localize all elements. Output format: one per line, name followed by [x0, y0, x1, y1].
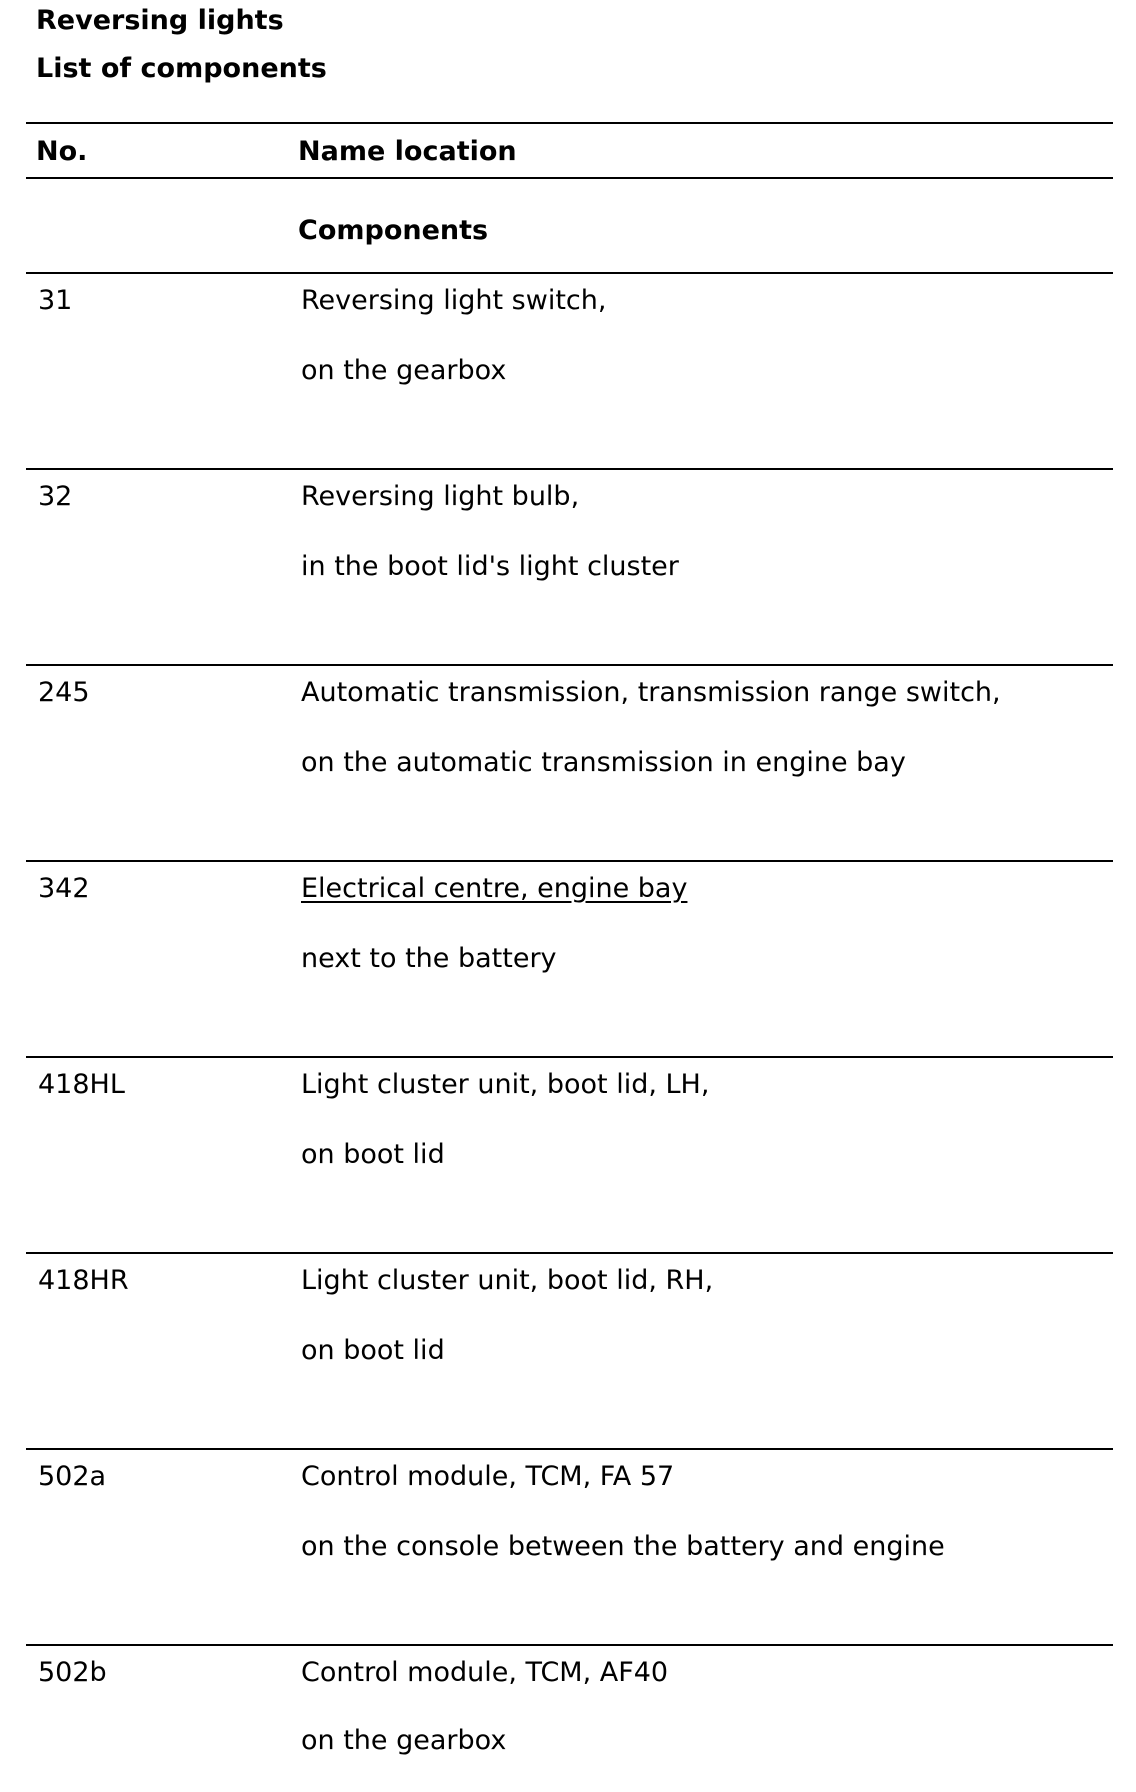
table-row: [26, 1448, 1113, 1644]
section-label-components: Components: [298, 215, 489, 246]
document-title: Reversing lights: [36, 5, 284, 36]
table-row: [26, 664, 1113, 860]
component-location: on the console between the battery and engine: [301, 1531, 945, 1562]
table-row: [26, 272, 1113, 468]
component-number: 32: [38, 481, 73, 512]
row-divider: [26, 664, 1113, 666]
component-name: Control module, TCM, FA 57: [301, 1461, 675, 1492]
row-divider: [26, 860, 1113, 862]
row-divider: [26, 468, 1113, 470]
table-row: [26, 1252, 1113, 1448]
document-subtitle: List of components: [36, 53, 327, 84]
component-number: 502b: [38, 1657, 107, 1688]
header-name-location: Name location: [298, 136, 517, 167]
component-name: Automatic transmission, transmission range switch,: [301, 677, 1001, 708]
component-name: Control module, TCM, AF40: [301, 1657, 669, 1688]
component-location: next to the battery: [301, 943, 557, 974]
header-bottom-rule: [26, 177, 1113, 179]
component-location: on boot lid: [301, 1335, 445, 1366]
table-top-rule: [26, 122, 1113, 124]
component-location: in the boot lid's light cluster: [301, 551, 679, 582]
component-name: Light cluster unit, boot lid, RH,: [301, 1265, 714, 1296]
component-number: 342: [38, 873, 90, 904]
component-name: Reversing light bulb,: [301, 481, 580, 512]
component-location: on the gearbox: [301, 355, 507, 386]
component-number: 418HR: [38, 1265, 129, 1296]
component-location: on the automatic transmission in engine bay: [301, 747, 906, 778]
header-no: No.: [36, 136, 88, 167]
row-divider: [26, 1644, 1113, 1646]
component-number: 502a: [38, 1461, 107, 1492]
row-divider: [26, 1056, 1113, 1058]
row-divider: [26, 1252, 1113, 1254]
component-name: Light cluster unit, boot lid, LH,: [301, 1069, 710, 1100]
component-location: on boot lid: [301, 1139, 445, 1170]
table-row: [26, 1644, 1113, 1792]
component-location: on the gearbox: [301, 1725, 507, 1756]
component-name: Reversing light switch,: [301, 285, 607, 316]
component-number: 31: [38, 285, 73, 316]
component-number: 245: [38, 677, 90, 708]
row-divider: [26, 272, 1113, 274]
table-row: [26, 468, 1113, 664]
electrical-centre-link[interactable]: Electrical centre, engine bay: [301, 873, 688, 904]
row-divider: [26, 1448, 1113, 1450]
component-number: 418HL: [38, 1069, 125, 1100]
table-row: [26, 1056, 1113, 1252]
table-row: [26, 860, 1113, 1056]
